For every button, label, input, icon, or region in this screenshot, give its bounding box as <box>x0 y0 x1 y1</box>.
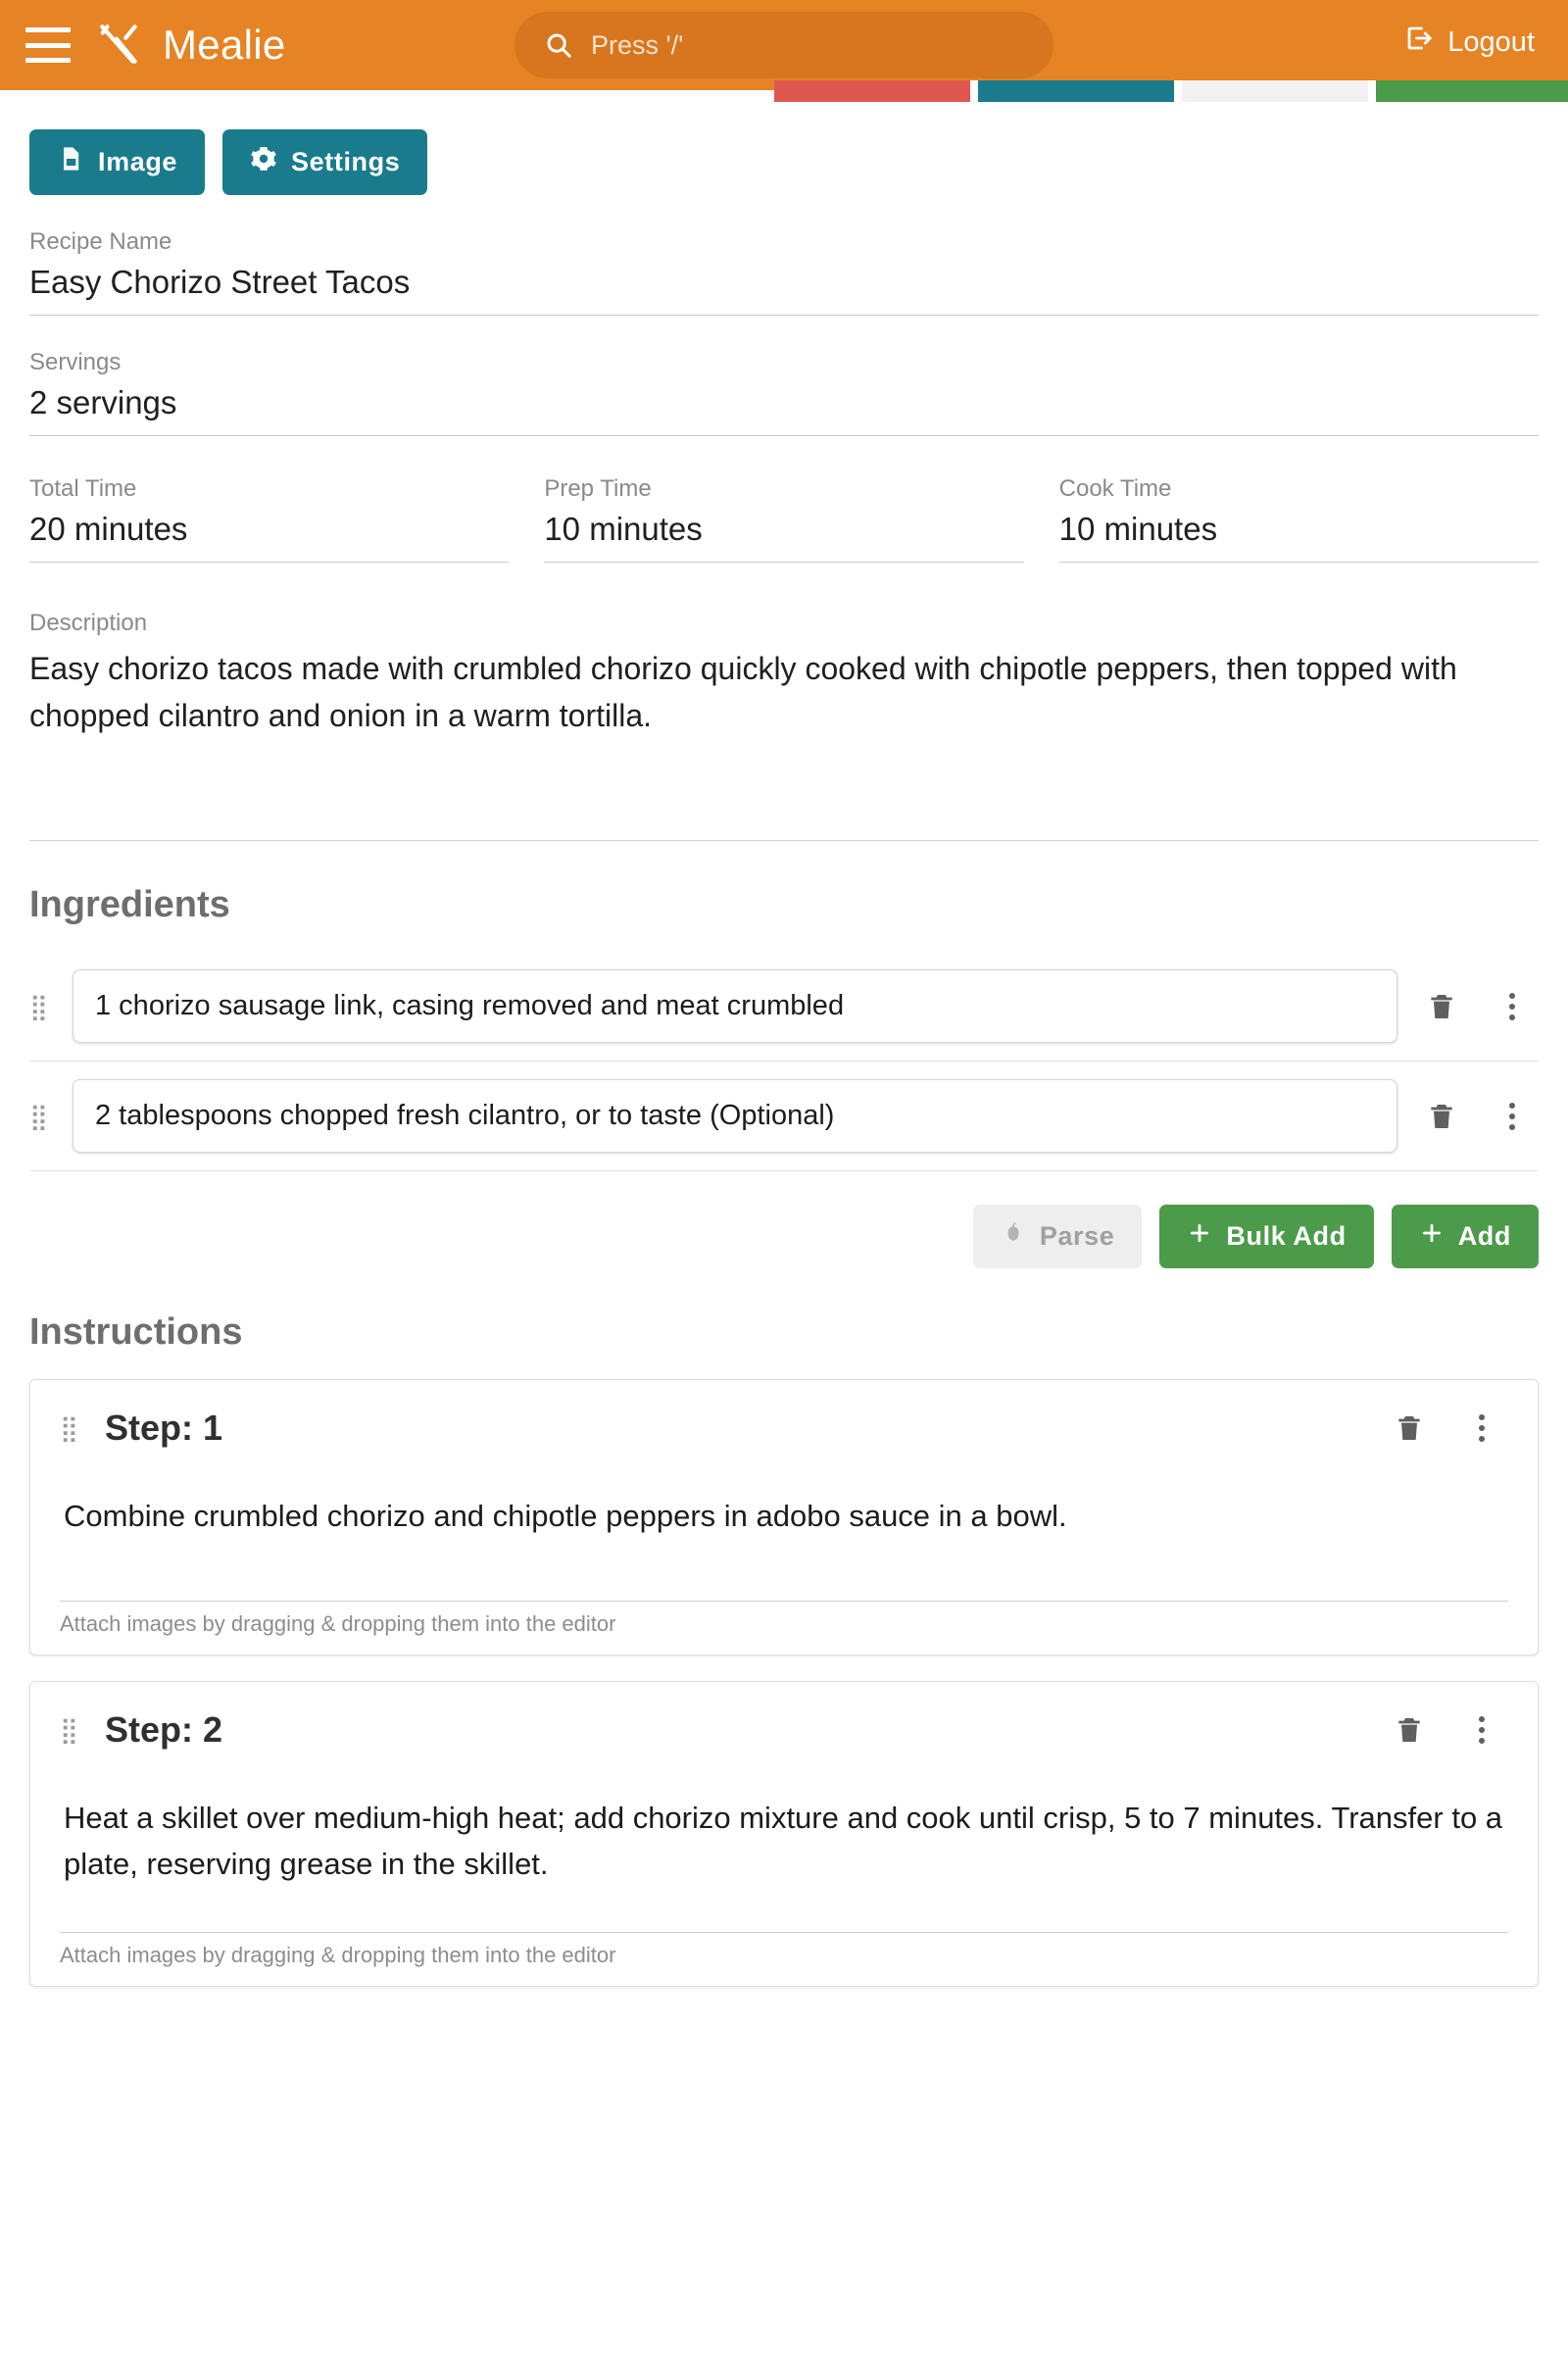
recipe-name-field[interactable] <box>29 228 1539 316</box>
hamburger-menu-icon[interactable] <box>25 27 71 63</box>
logout-icon <box>1404 24 1434 61</box>
search-icon <box>544 30 573 60</box>
instruction-step-card <box>29 1681 1539 1987</box>
recipe-name-label: Recipe Name <box>29 228 172 255</box>
total-time-label: Total Time <box>29 475 137 502</box>
drag-handle-icon[interactable]: ⣿ <box>29 991 51 1021</box>
add-ingredient-button-label: Add <box>1457 1221 1511 1251</box>
ingredient-row <box>29 952 1539 1062</box>
instruction-step-header <box>60 1704 1508 1756</box>
parse-button[interactable] <box>973 1205 1143 1268</box>
instruction-step-title: Step: 2 <box>105 1709 223 1750</box>
cook-time-label: Cook Time <box>1058 475 1172 502</box>
image-button-label: Image <box>98 147 178 176</box>
instruction-step-title: Step: 1 <box>105 1408 223 1448</box>
kebab-menu-icon[interactable] <box>1455 1402 1508 1455</box>
attach-images-hint: Attach images by dragging & dropping them into the editor <box>60 1611 616 1636</box>
fork-knife-logo-icon <box>92 19 145 72</box>
instruction-step-card <box>29 1379 1539 1655</box>
prep-time-field[interactable] <box>544 475 1023 563</box>
editor-content <box>0 90 1568 2051</box>
cook-time-value[interactable]: 10 minutes <box>1059 511 1539 563</box>
logout-button[interactable] <box>1404 24 1535 61</box>
instructions-heading: Instructions <box>29 1311 243 1353</box>
ingredient-row <box>29 1062 1539 1171</box>
search-input[interactable] <box>514 12 1054 78</box>
instruction-step-header <box>60 1402 1508 1455</box>
ingredient-input[interactable] <box>73 969 1397 1043</box>
kebab-menu-icon[interactable] <box>1486 1090 1539 1143</box>
bulk-add-button[interactable] <box>1159 1205 1373 1268</box>
instruction-step-text[interactable]: Combine crumbled chorizo and chipotle peppers in adobo sauce in a bowl. <box>60 1455 1508 1602</box>
image-button[interactable] <box>29 129 205 195</box>
prep-time-label: Prep Time <box>544 475 652 502</box>
trash-icon[interactable] <box>1383 1402 1436 1455</box>
add-ingredient-button[interactable] <box>1392 1205 1539 1268</box>
description-value[interactable]: Easy chorizo tacos made with crumbled chorizo quickly cooked with chipotle peppers, then topped with chopped cilantro and onion in a warm tortilla. <box>29 645 1539 841</box>
recipe-name-value[interactable]: Easy Chorizo Street Tacos <box>29 264 1539 316</box>
drag-handle-icon[interactable]: ⣿ <box>60 1715 81 1745</box>
recipe-hero-strip <box>774 80 1568 102</box>
times-row <box>29 475 1539 563</box>
ingredient-input[interactable] <box>73 1079 1397 1153</box>
servings-field[interactable] <box>29 349 1539 436</box>
gear-icon <box>250 145 277 179</box>
bulk-add-button-label: Bulk Add <box>1226 1221 1347 1251</box>
app-header <box>0 0 1568 90</box>
prep-time-value[interactable]: 10 minutes <box>544 511 1023 563</box>
kebab-menu-icon[interactable] <box>1486 980 1539 1033</box>
kebab-menu-icon[interactable] <box>1455 1704 1508 1756</box>
total-time-field[interactable] <box>29 475 509 563</box>
ingredients-heading: Ingredients <box>29 884 230 925</box>
cook-time-field[interactable] <box>1059 475 1539 563</box>
description-field[interactable] <box>29 610 1539 841</box>
trash-icon[interactable] <box>1415 980 1468 1033</box>
drag-handle-icon[interactable]: ⣿ <box>60 1413 81 1443</box>
app-title: Mealie <box>163 22 286 68</box>
settings-button[interactable] <box>222 129 427 195</box>
food-apple-icon <box>1001 1220 1026 1253</box>
ingredient-actions <box>29 1205 1539 1268</box>
logout-label: Logout <box>1447 25 1535 58</box>
editor-toolbar <box>29 90 1539 195</box>
drag-handle-icon[interactable]: ⣿ <box>29 1101 51 1131</box>
attach-images-hint: Attach images by dragging & dropping them into the editor <box>60 1943 616 1967</box>
search-placeholder: Press '/' <box>591 29 684 60</box>
settings-button-label: Settings <box>291 147 401 176</box>
instruction-step-text[interactable]: Heat a skillet over medium-high heat; add chorizo mixture and cook until crisp, 5 to 7 minutes. Transfer to a plate, reserving grease in the skillet. <box>60 1756 1508 1933</box>
image-file-icon <box>57 145 84 179</box>
servings-label: Servings <box>29 349 122 375</box>
description-label: Description <box>29 610 148 636</box>
trash-icon[interactable] <box>1415 1090 1468 1143</box>
plus-icon <box>1419 1220 1445 1253</box>
trash-icon[interactable] <box>1383 1704 1436 1756</box>
servings-value[interactable]: 2 servings <box>29 384 1539 436</box>
parse-button-label: Parse <box>1039 1221 1115 1251</box>
plus-icon <box>1187 1220 1212 1253</box>
total-time-value[interactable]: 20 minutes <box>29 511 509 563</box>
